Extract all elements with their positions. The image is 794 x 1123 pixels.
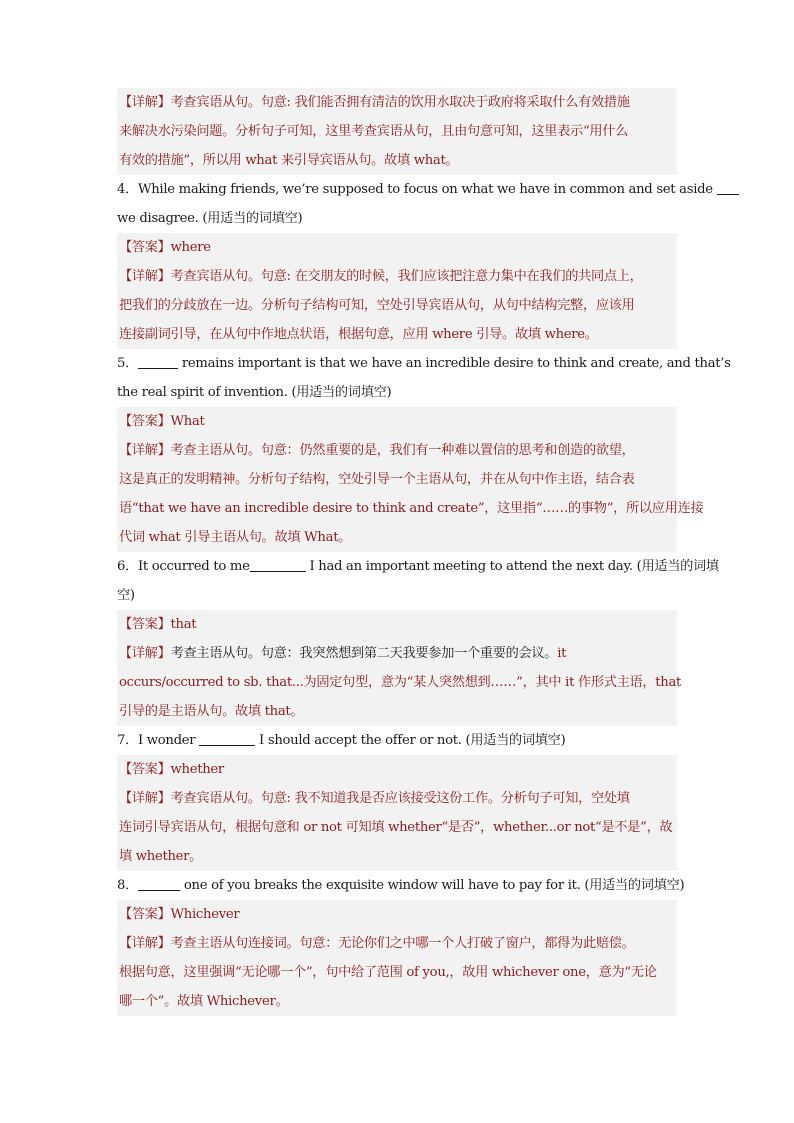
text-segment: 【详解】考查主语从句连接词。句意：无论你们之中哪一个人打破了窗户，都得为此赔偿。 — [119, 936, 635, 951]
question-block — [117, 552, 719, 726]
question-block — [117, 175, 717, 349]
text-segment: I should accept the offer or not. (用适当的词填空) — [255, 733, 566, 748]
text-segment: 【详解】考查主语从句。句意：仍然重要的是，我们有一种难以置信的思考和创造的欲望， — [119, 443, 635, 458]
text-segment: one of you breaks the exquisite window will have to pay for it. (用适当的词填空) — [179, 878, 685, 893]
explanation-text — [117, 842, 677, 871]
text-segment: the real spirit of invention. (用适当的词填空) — [117, 385, 392, 400]
explanation-text — [117, 639, 677, 668]
text-segment: 【详解】 — [119, 646, 171, 661]
text-segment: 来解决水污染问题。分析句子可知，这里考查宾语从句，且由句意可知，这里表示“用什么 — [119, 124, 629, 139]
question-text — [117, 349, 731, 378]
text-segment: 哪一个”。故填 Whichever。 — [119, 994, 289, 1009]
explanation-text — [117, 523, 677, 552]
document-page — [117, 88, 731, 1016]
question-block — [117, 88, 677, 175]
text-segment: 连词引导宾语从句，根据句意和 or not 可知填 whether“是否”，whether...or not“是不是”，故 — [119, 820, 673, 835]
explanation-text — [117, 320, 677, 349]
question-text — [117, 581, 677, 610]
explanation-text — [117, 929, 677, 958]
text-segment: 5． — [117, 356, 138, 371]
question-block — [117, 349, 731, 552]
text-segment: occurs/occurred to sb. that...为固定句型，意为“某人突然想到……”，其中 it 作形式主语，that — [119, 675, 682, 690]
explanation-text — [117, 813, 677, 842]
question-text — [117, 871, 685, 900]
answer-line: 【答案】What — [117, 407, 677, 436]
text-segment: 考查主语从句。句意：我突然想到第二天我要参加一个重要的会议。 — [170, 646, 558, 661]
text-segment: 语“that we have an incredible desire to think and create”，这里指“……的事物”，所以应用连接 — [119, 501, 704, 516]
text-segment: 填 whether。 — [119, 849, 203, 864]
text-segment: 4．While making friends, we’re supposed to focus on what we have in common and set aside — [117, 182, 717, 197]
text-segment: 这是真正的发明精神。分析句子结构，空处引导一个主语从句，并在从句中作主语，结合表 — [119, 472, 635, 487]
text-segment: 6．It occurred to me — [117, 559, 250, 574]
question-block — [117, 726, 677, 871]
text-segment: 【详解】考查宾语从句。句意: 我们能否拥有清洁的饮用水取决于政府将采取什么有效措施 — [119, 95, 630, 110]
explanation-text — [117, 987, 677, 1016]
explanation-text — [117, 958, 677, 987]
text-segment: we disagree. (用适当的词填空) — [117, 211, 303, 226]
answer-blank — [138, 353, 178, 369]
answer-line: 【答案】that — [117, 610, 677, 639]
question-block — [117, 871, 685, 1016]
answer-line: 【答案】Whichever — [117, 900, 677, 929]
text-segment: it — [557, 646, 567, 661]
text-segment: 空) — [117, 588, 135, 603]
explanation-text — [117, 146, 677, 175]
text-segment: 7．I wonder — [117, 733, 200, 748]
explanation-text — [117, 436, 677, 465]
explanation-text — [117, 465, 677, 494]
explanation-text — [117, 262, 677, 291]
answer-blank — [250, 556, 306, 572]
explanation-text — [117, 668, 682, 697]
text-segment: 【详解】考查宾语从句。句意: 我不知道我是否应该接受这份工作。分析句子可知，空处填 — [119, 791, 630, 806]
text-segment: 把我们的分歧放在一边。分析句子结构可知，空处引导宾语从句，从句中结构完整，应该用 — [119, 298, 635, 313]
explanation-text — [117, 697, 677, 726]
question-text — [117, 378, 677, 407]
answer-blank — [717, 179, 739, 195]
explanation-text — [117, 88, 677, 117]
explanation-text — [117, 784, 677, 813]
answer-line: 【答案】where — [117, 233, 677, 262]
question-text — [117, 175, 717, 204]
question-text — [117, 204, 677, 233]
explanation-text — [117, 291, 677, 320]
text-segment: I had an important meeting to attend the next day. (用适当的词填 — [305, 559, 719, 574]
text-segment: 引导的是主语从句。故填 that。 — [119, 704, 304, 719]
question-text — [117, 726, 677, 755]
text-segment: 根据句意，这里强调“无论哪一个”，句中给了范围 of you,，故用 whichever one，意为“无论 — [119, 965, 657, 980]
answer-blank — [199, 730, 255, 746]
question-text — [117, 552, 719, 581]
text-segment: 有效的措施”，所以用 what 来引导宾语从句。故填 what。 — [119, 153, 459, 168]
explanation-text — [117, 494, 704, 523]
text-segment: 代词 what 引导主语从句。故填 What。 — [119, 530, 352, 545]
explanation-text — [117, 117, 677, 146]
text-segment: remains important is that we have an incredible desire to think and create, and that’s — [177, 356, 731, 371]
answer-line: 【答案】whether — [117, 755, 677, 784]
text-segment: 【详解】考查宾语从句。句意: 在交朋友的时候，我们应该把注意力集中在我们的共同点上， — [119, 269, 643, 284]
text-segment: 连接副词引导，在从句中作地点状语，根据句意，应用 where 引导。故填 where。 — [119, 327, 598, 342]
text-segment: 8． — [117, 878, 138, 893]
answer-blank — [138, 875, 180, 891]
